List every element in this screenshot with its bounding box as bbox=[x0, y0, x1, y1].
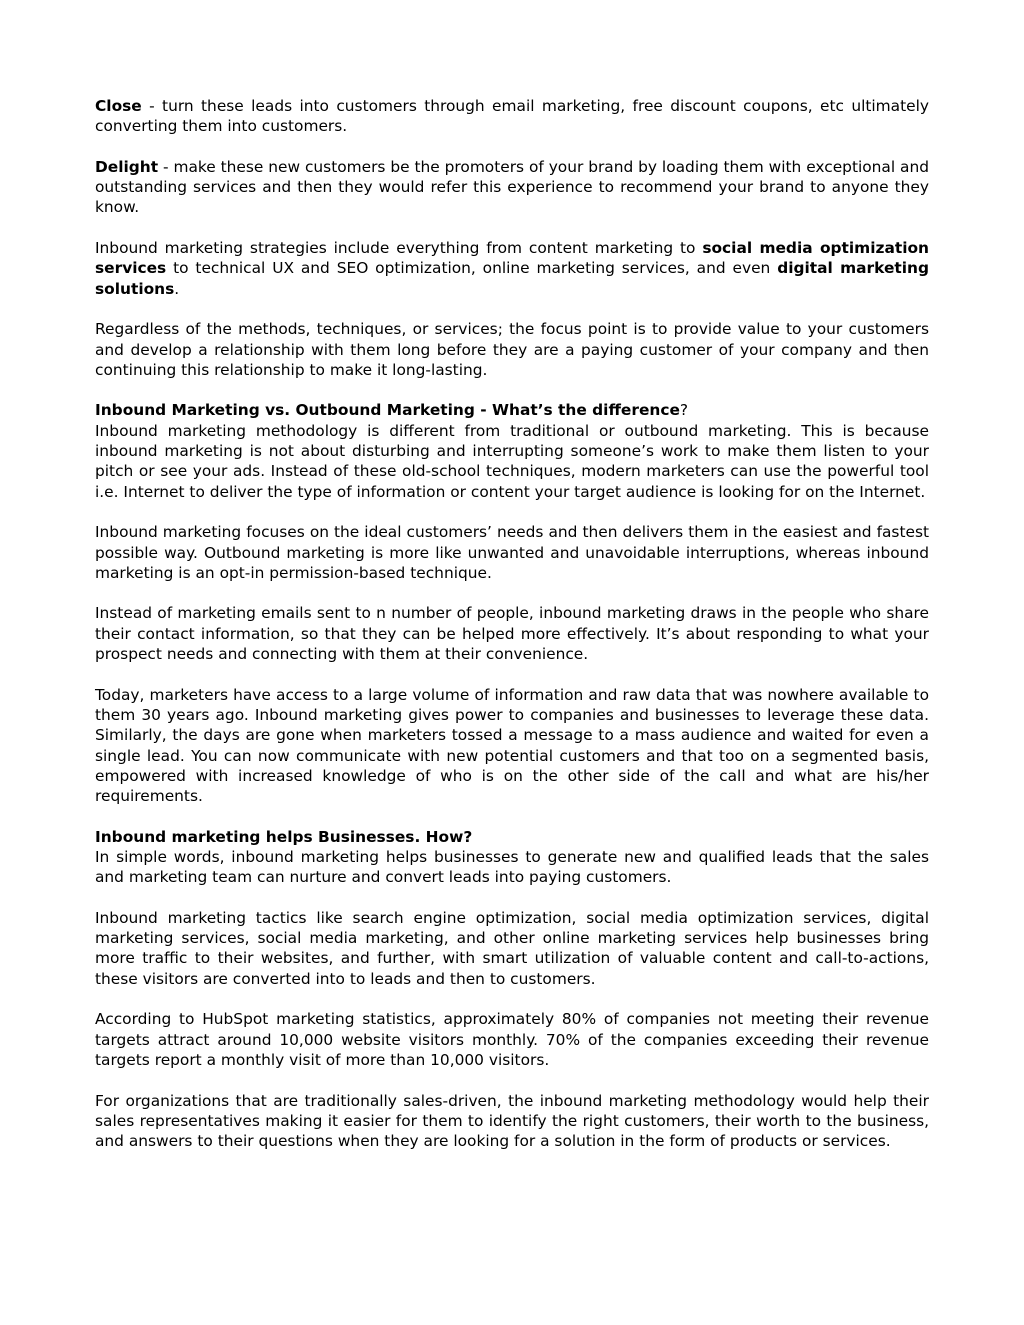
section2-paragraph-4: For organizations that are traditionally sales-driven, the inbound marketing methodology would help their sales representatives making it easier for them to identify the right customers, their worth to the business, and answers to their questions when they are looking for a solution in the form of products or services. bbox=[95, 1091, 929, 1151]
document-page bbox=[95, 96, 929, 1172]
section1-heading bbox=[95, 400, 929, 420]
close-paragraph bbox=[95, 96, 929, 137]
close-term: Close bbox=[95, 97, 142, 115]
strategies-bold1: social media optimization services bbox=[95, 239, 929, 278]
section1-paragraph-2: Inbound marketing focuses on the ideal customers’ needs and then delivers them in the easiest and fastest possible way. Outbound marketing is more like unwanted and unavoidable interruptions, whereas inbound marketing is an opt-in permission-based technique. bbox=[95, 523, 929, 582]
delight-term: Delight bbox=[95, 157, 159, 176]
delight-paragraph bbox=[95, 157, 929, 218]
section2-paragraph-3: According to HubSpot marketing statistics, approximately 80% of companies not meeting their revenue targets attract around 10,000 website visitors monthly. 70% of the companies exceeding their revenue targets report a monthly visit of more than 10,000 visitors. bbox=[95, 1010, 929, 1069]
strategies-part2: to technical UX and SEO optimization, online marketing services, and even bbox=[166, 259, 778, 278]
close-text: - turn these leads into customers through email marketing, free discount coupons, etc ultimately converting them into customers. bbox=[95, 97, 929, 136]
section2-paragraph-1: In simple words, inbound marketing helps businesses to generate new and qualified leads that the sales and marketing team can nurture and convert leads into paying customers. bbox=[95, 847, 929, 887]
section2-paragraph-2: Inbound marketing tactics like search engine optimization, social media optimization services, digital marketing services, social media marketing, and other online marketing services help businesses bring more traffic to their websites, and further, with smart utilization of valuable content and call-to-actions, these visitors are converted into to leads and then to customers. bbox=[95, 908, 929, 988]
delight-text: - make these new customers be the promoters of your brand by loading them with exceptional and outstanding services and then they would refer this experience to recommend your brand to anyone they know. bbox=[95, 157, 929, 217]
section1-paragraph-3: Instead of marketing emails sent to n number of people, inbound marketing draws in the people who share their contact information, so that they can be helped more effectively. It’s about responding to what your prospect needs and connecting with them at their convenience. bbox=[95, 604, 929, 664]
strategies-part3: . bbox=[174, 279, 180, 298]
strategies-bold2: digital marketing solutions bbox=[95, 259, 930, 298]
section2-heading bbox=[95, 827, 929, 847]
regardless-paragraph: Regardless of the methods, techniques, or services; the focus point is to provide value to your customers and develop a relationship with them long before they are a paying customer of your company and then continuing this relationship to make it long-lasting. bbox=[95, 320, 929, 379]
section2-heading-text: Inbound marketing helps Businesses. How? bbox=[95, 827, 473, 846]
section1-heading-text: Inbound Marketing vs. Outbound Marketing - What’s the difference bbox=[95, 401, 680, 420]
section1-heading-suffix: ? bbox=[679, 401, 689, 420]
strategies-part1: Inbound marketing strategies include everything from content marketing to bbox=[95, 239, 703, 258]
section1-paragraph-4: Today, marketers have access to a large volume of information and raw data that was nowhere available to them 30 years ago. Inbound marketing gives power to companies and businesses to leverage these data. Similarly, the days are gone when marketers tossed a message to a mass audience and waited for even a single lead. You can now communicate with new potential customers and that too on a segmented basis, empowered with increased knowledge of who is on the other side of the call and what are his/her requirements. bbox=[95, 685, 929, 806]
strategies-paragraph bbox=[95, 238, 929, 299]
section1-paragraph-1: Inbound marketing methodology is different from traditional or outbound marketing. This is because inbound marketing is not about disturbing and interrupting someone’s work to make them listen to your pitch or see your ads. Instead of these old-school techniques, modern marketers can use the powerful tool i.e. Internet to deliver the type of information or content your target audience is looking for on the Internet. bbox=[95, 421, 929, 501]
